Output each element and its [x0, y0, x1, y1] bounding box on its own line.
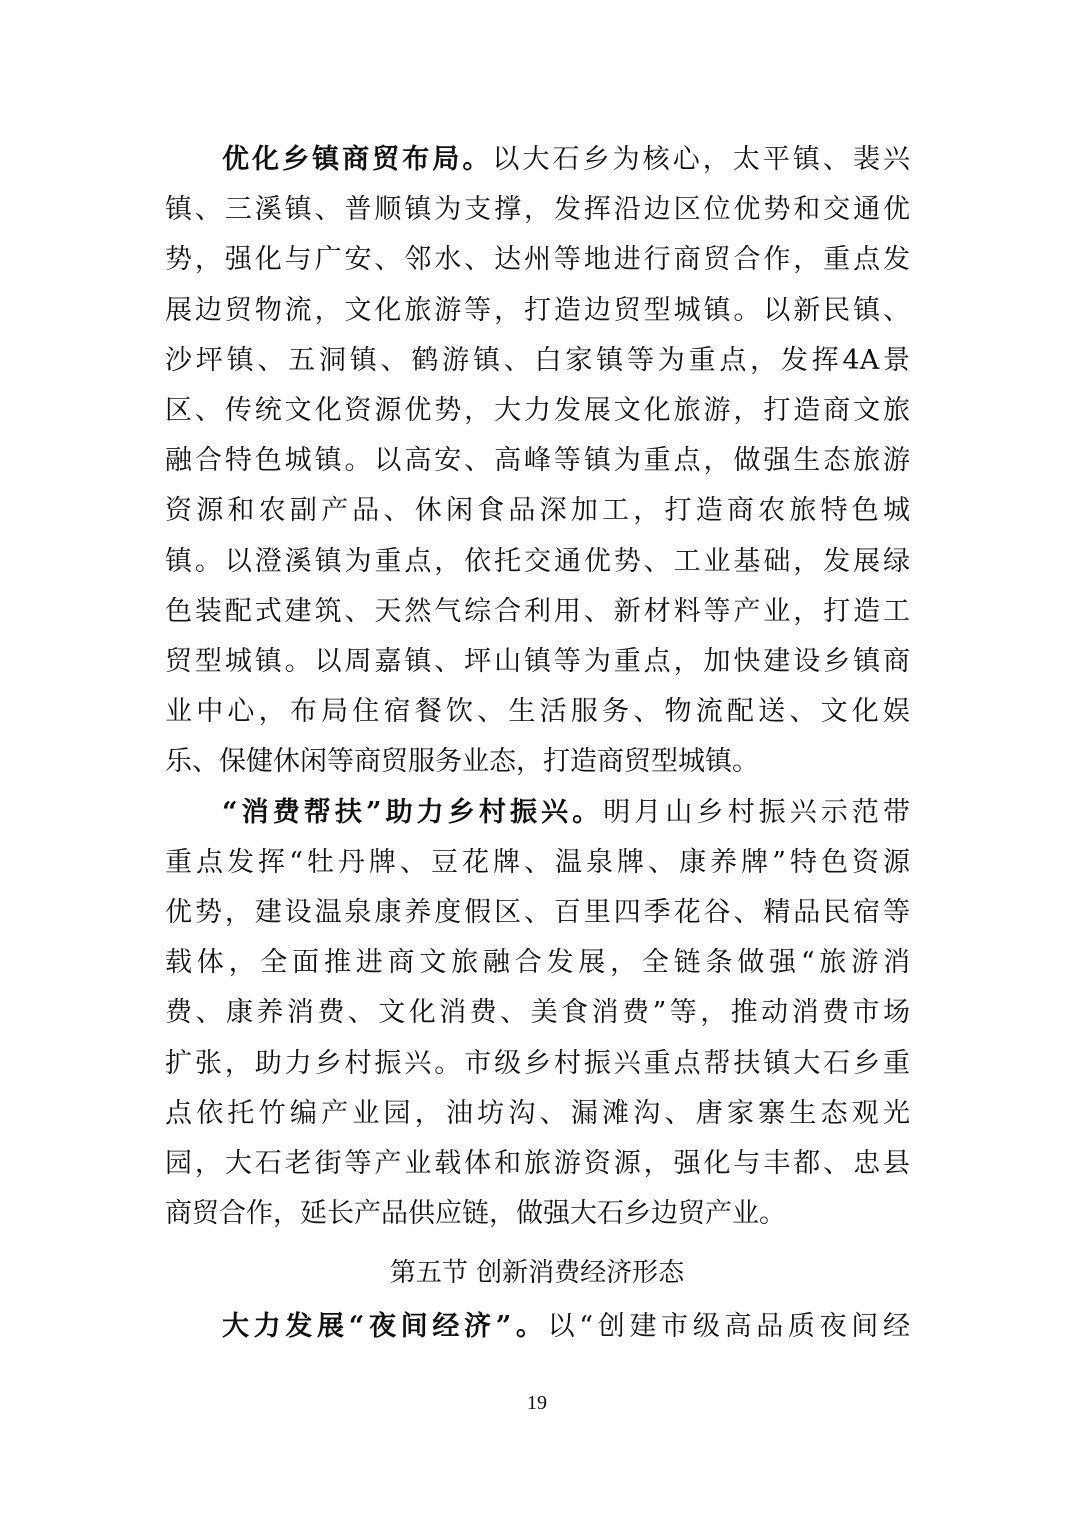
page-number: 19	[527, 1392, 547, 1414]
paragraph-text: 资源和农副产品、休闲食品深加工，打造商农旅特色城	[165, 495, 910, 527]
paragraph-line	[165, 486, 910, 536]
paragraph-text: 乐、保健休闲等商贸服务业态，打造商贸型城镇。	[165, 746, 759, 778]
paragraph-line	[222, 1302, 910, 1352]
paragraph-line	[222, 135, 910, 185]
section-heading: 第五节 创新消费经济形态	[389, 1258, 685, 1288]
paragraph-text: 色装配式建筑、天然气综合利用、新材料等产业，打造工	[165, 595, 910, 627]
paragraph-line	[165, 888, 910, 938]
paragraph-line	[165, 587, 910, 637]
paragraph-line	[165, 286, 910, 336]
paragraph-text: 点依托竹编产业园，油坊沟、漏滩沟、唐家寨生态观光	[165, 1097, 910, 1129]
paragraph-line	[165, 386, 910, 436]
paragraph-text: 载体，全面推进商文旅融合发展，全链条做强“旅游消	[165, 947, 910, 979]
paragraph-line	[165, 1039, 910, 1089]
paragraph-text: 展边贸物流，文化旅游等，打造边贸型城镇。以新民镇、	[165, 294, 910, 326]
paragraph-line	[165, 537, 910, 587]
paragraph-line	[165, 1139, 910, 1189]
paragraph-text: 费、康养消费、文化消费、美食消费”等，推动消费市场	[165, 997, 910, 1029]
paragraph-text: 商贸合作，延长产品供应链，做强大石乡边贸产业。	[165, 1198, 786, 1230]
paragraph-line	[222, 788, 910, 838]
paragraph-text: 贸型城镇。以周嘉镇、坪山镇等为重点，加快建设乡镇商	[165, 646, 910, 677]
paragraph-text: 扩张，助力乡村振兴。市级乡村振兴重点帮扶镇大石乡重	[165, 1047, 910, 1079]
paragraph-text: 优势，建设温泉康养度假区、百里四季花谷、精品民宿等	[165, 897, 910, 928]
paragraph-lead: “消费帮扶”助力乡村振兴。	[222, 796, 604, 828]
paragraph-line	[165, 687, 910, 737]
paragraph-text: 镇、三溪镇、普顺镇为支撑，发挥沿边区位优势和交通优	[165, 194, 910, 226]
paragraph-text: 以大石乡为核心，太平镇、裴兴	[492, 144, 911, 175]
paragraph-text: 沙坪镇、五洞镇、鹤游镇、白家镇等为重点，发挥4A景	[165, 344, 910, 376]
paragraph-text: 明月山乡村振兴示范带	[603, 796, 911, 828]
paragraph-text: 园，大石老街等产业载体和旅游资源，强化与丰都、忠县	[165, 1148, 910, 1179]
paragraph-line	[165, 637, 910, 687]
paragraph-line	[165, 737, 910, 787]
paragraph-text: 以“创建市级高品质夜间经	[547, 1311, 910, 1342]
paragraph-line	[165, 838, 910, 888]
paragraph-line	[165, 185, 910, 235]
paragraph-line	[165, 1189, 910, 1239]
paragraph-line	[165, 1089, 910, 1139]
paragraph-line	[165, 336, 910, 386]
paragraph-text: 重点发挥“牡丹牌、豆花牌、温泉牌、康养牌”特色资源	[165, 846, 910, 878]
paragraph-text: 势，强化与广安、邻水、达州等地进行商贸合作，重点发	[165, 244, 910, 276]
paragraph-text: 业中心，布局住宿餐饮、生活服务、物流配送、文化娱	[165, 696, 910, 728]
paragraph-line	[165, 938, 910, 988]
paragraph-text: 区、传统文化资源优势，大力发展文化旅游，打造商文旅	[165, 395, 910, 426]
paragraph-lead: 优化乡镇商贸布局。	[222, 144, 493, 175]
paragraph-text: 镇。以澄溪镇为重点，依托交通优势、工业基础，发展绿	[165, 545, 910, 577]
paragraph-lead: 大力发展“夜间经济”。	[222, 1311, 548, 1342]
paragraph-text: 融合特色城镇。以高安、高峰等镇为重点，做强生态旅游	[165, 445, 910, 477]
paragraph-line	[165, 988, 910, 1038]
paragraph-line	[165, 436, 910, 486]
paragraph-line	[165, 235, 910, 285]
